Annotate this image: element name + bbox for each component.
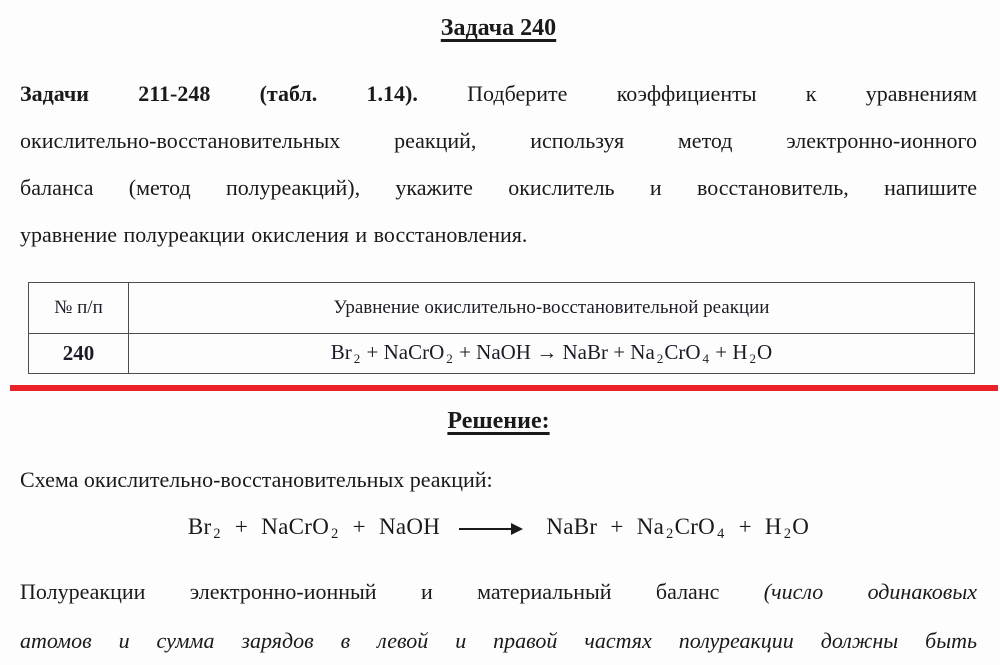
paragraph-line-cutoff: атомов и сумма зарядов в левой и правой частях полуреакции должны быть [20, 628, 977, 654]
problem-line: уравнение полуреакции окисления и восстановления. [20, 222, 528, 247]
problem-line: окислительно-восстановительных реакций, используя метод электронно-ионного [20, 128, 977, 153]
solution-heading [20, 405, 977, 437]
reaction-table-wrapper [20, 282, 977, 374]
halfreactions-paragraph [20, 567, 977, 665]
scheme-label: Схема окислительно-восстановительных реакций: [20, 467, 493, 492]
paragraph-italic-text: (число одинаковых [763, 579, 977, 605]
problem-line: баланса (метод полуреакций), укажите окислитель и восстановитель, напишите [20, 175, 977, 200]
solution-heading-text: Решение: [447, 408, 550, 434]
document-body [0, 12, 1000, 665]
page-title [20, 12, 977, 44]
problem-range-label: Задачи 211-248 (табл. 1.14). [20, 81, 418, 106]
row-number-cell [29, 334, 129, 374]
problem-statement [20, 70, 977, 258]
header-equation-cell: Уравнение окислительно-восстановительной реакции [129, 283, 975, 334]
reaction-equation: Br $_2$ + NaCrO $_2$ + NaOH → NaBr + Na $_2$CrO $_4$ + H $_2$O [330, 340, 773, 366]
row-equation-cell [129, 334, 975, 374]
reaction-arrow [459, 528, 521, 530]
problem-line [20, 70, 977, 117]
scheme-equation: Br $_2$ + NaCrO $_2$ + NaOH NaBr + Na $_2$CrO $_4$ + H $_2$O [187, 514, 810, 543]
reaction-table [28, 282, 975, 374]
page-title-text: Задача 240 [440, 15, 557, 41]
document-page [0, 12, 1000, 659]
paragraph-line [20, 567, 977, 616]
table-header-row [29, 283, 975, 334]
header-number-cell: № п/п [29, 283, 129, 334]
red-underline-annotation [10, 385, 998, 391]
paragraph-regular-text: Полуреакции электронно-ионный и материальный баланс [20, 579, 764, 605]
task-number: 240 [62, 341, 95, 365]
table-data-row [29, 334, 975, 374]
problem-line-text: Подберите коэффициенты к уравнениям [417, 81, 977, 106]
